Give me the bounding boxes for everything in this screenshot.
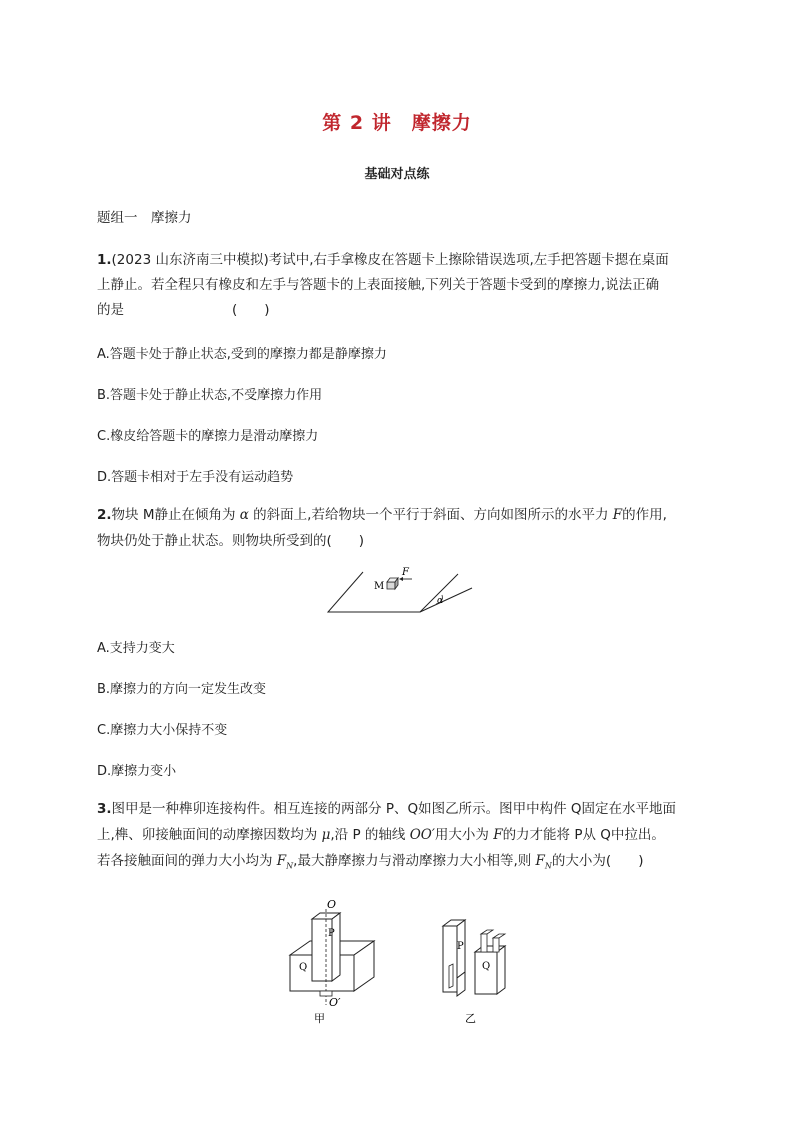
q3-line-1 [97,799,676,819]
q3-text-3b: ,最大静摩擦力与滑动摩擦力大小相等,则 [293,853,536,869]
figure-f-label: F [402,567,409,578]
mortise-figure-jia [282,895,382,1025]
q3-line-3 [97,851,643,877]
q1-line-3: 的是 ( ) [97,302,270,318]
q3-axis: OO′ [409,827,435,843]
q3-fn-symbol-2: F [535,853,545,869]
q2-force-symbol: F [612,507,623,523]
q3-number: 3. [97,801,112,817]
q1-text-1: (2023 山东济南三中模拟)考试中,右手拿橡皮在答题卡上擦除错误选项,左手把答题卡摁在桌面 [111,252,669,268]
figure-p-label-yi: P [457,941,464,952]
figure-p-label-jia: P [328,928,335,939]
figure-caption-jia: 甲 [314,1012,325,1025]
q3-text-2b: ,沿 P 的轴线 [330,827,410,843]
q1-number: 1. [97,252,112,268]
q3-fn-subscript-2: N [544,861,552,871]
q1-option-d: D.答题卡相对于左手没有运动趋势 [97,470,294,485]
q1-option-c: C.橡皮给答题卡的摩擦力是滑动摩擦力 [97,429,319,444]
q2-line-1 [97,505,667,525]
q1-line-2: 上静止。若全程只有橡皮和左手与答题卡的上表面接触,下列关于答题卡受到的摩擦力,说法正确 [97,277,660,293]
figure-m-label: M [374,581,385,592]
figure-q-label-yi: Q [482,961,491,972]
q1-option-a: A.答题卡处于静止状态,受到的摩擦力都是静摩擦力 [97,347,387,362]
incline-figure [320,562,480,618]
q1-line-1 [97,250,669,270]
q1-option-b: B.答题卡处于静止状态,不受摩擦力作用 [97,388,323,403]
group-heading: 题组一 摩擦力 [97,210,192,226]
q3-force-symbol: F [493,827,503,843]
figure-q-label-jia: Q [299,962,308,973]
q3-text-3c: 的大小为( ) [551,853,644,869]
q2-option-d: D.摩擦力变小 [97,764,177,779]
q3-fn-subscript: N [286,861,294,871]
figure-caption-yi: 乙 [465,1012,476,1025]
q3-text-2a: 上,榫、卯接触面间的动摩擦因数均为 [97,827,322,843]
q3-fn-symbol: F [276,853,287,869]
q2-text-1c: 的作用, [622,507,667,523]
q3-text-3a: 若各接触面间的弹力大小均为 [97,853,277,869]
q3-text-1: 图甲是一种榫卯连接构件。相互连接的两部分 P、Q如图乙所示。图甲中构件 Q固定在水平地面 [111,801,677,817]
figure-o-prime-label: O′ [329,996,341,1009]
q2-line-2: 物块仍处于静止状态。则物块所受到的( ) [97,533,365,549]
q2-number: 2. [97,507,112,523]
q2-text-1b: 的斜面上,若给物块一个平行于斜面、方向如图所示的水平力 [248,507,613,523]
figure-alpha-label: α [437,596,444,606]
figure-o-label: O [327,898,337,911]
q3-mu: μ [321,827,331,843]
page-title: 第 2 讲 摩擦力 [322,112,472,134]
mortise-figure-yi [435,912,525,1027]
q2-option-a: A.支持力变大 [97,641,175,656]
q3-text-2c: 用大小为 [434,827,494,843]
q2-text-1a: 物块 M静止在倾角为 [111,507,240,523]
q2-option-b: B.摩擦力的方向一定发生改变 [97,682,267,697]
section-heading: 基础对点练 [364,167,430,182]
q3-text-2d: 的力才能将 P从 Q中拉出。 [502,827,665,843]
q2-option-c: C.摩擦力大小保持不变 [97,723,228,738]
q2-alpha: α [239,507,249,523]
q3-line-2 [97,825,665,845]
